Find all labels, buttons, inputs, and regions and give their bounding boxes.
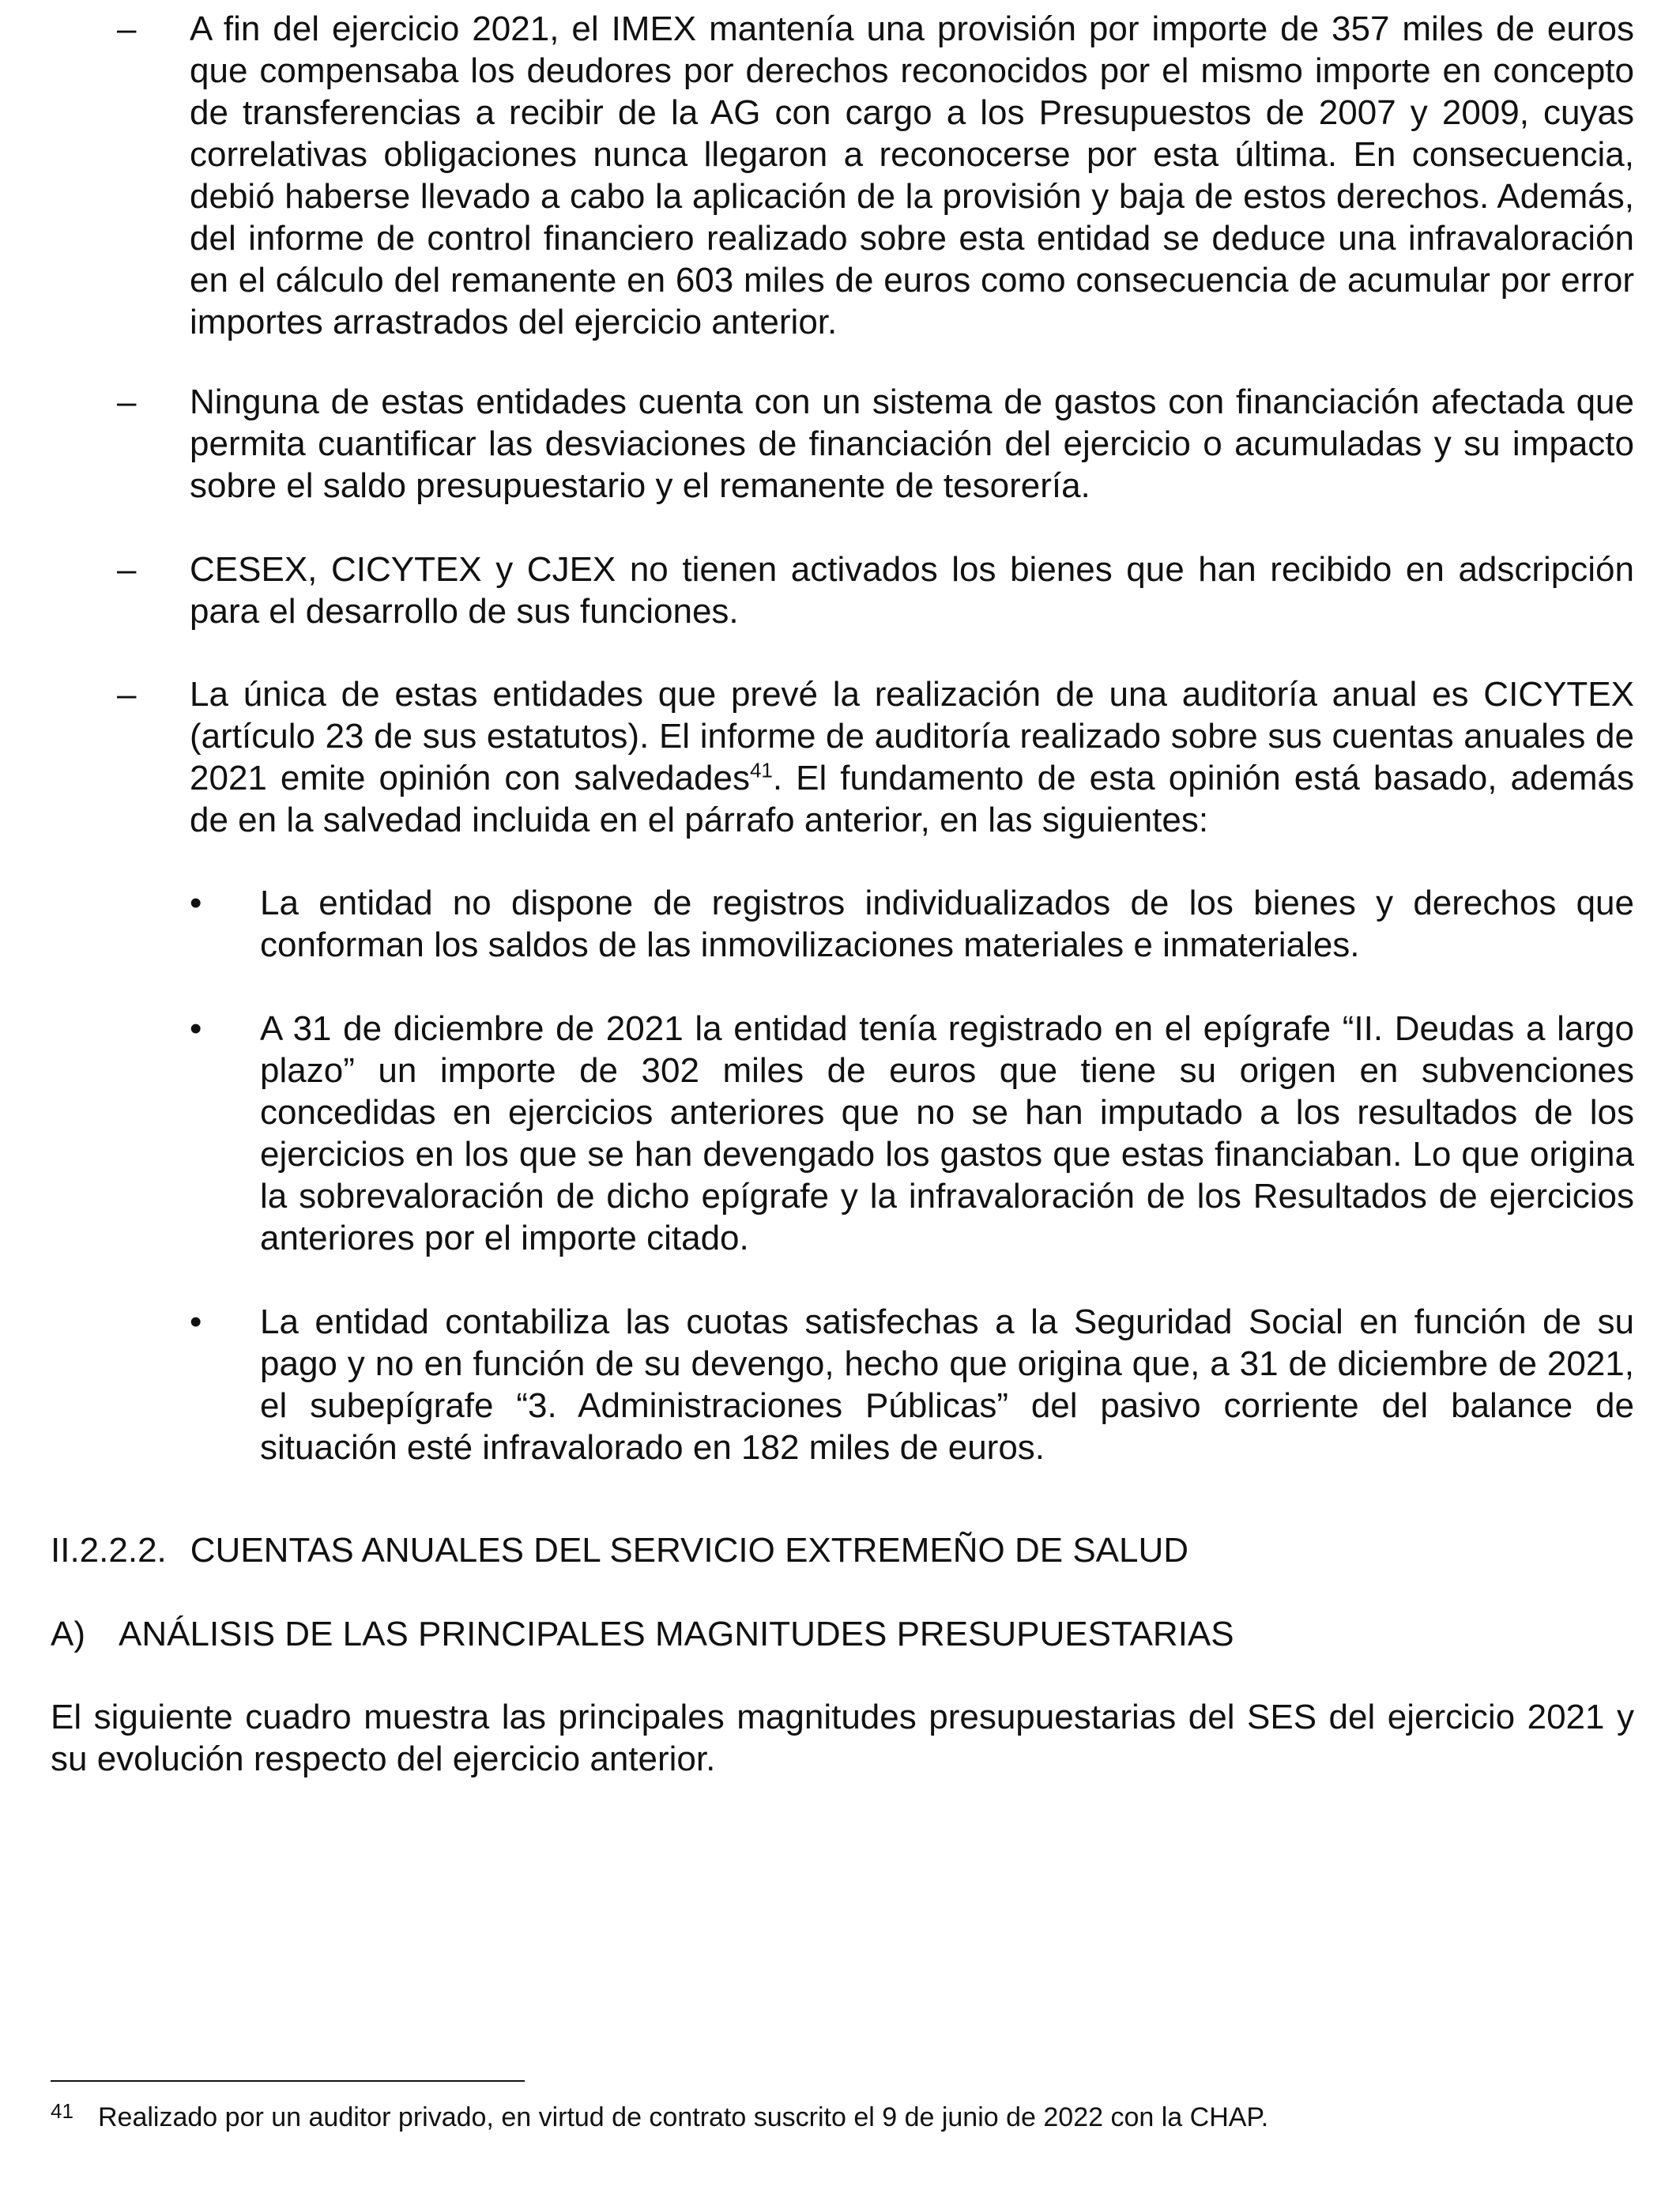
subsection-number: A)	[51, 1615, 85, 1653]
dash-marker: –	[117, 9, 137, 48]
intro-block	[51, 1696, 1634, 1780]
bullet-marker: •	[190, 884, 202, 922]
intro-paragraph: El siguiente cuadro muestra las principales magnitudes presupuestarias del SES del ejercicio 2021 y su evolución respecto del ejercicio anterior.	[51, 1698, 1634, 1778]
bullet-marker: •	[190, 1302, 202, 1341]
paragraph-auditoria-cicytex	[190, 673, 1634, 841]
paragraph-seguridad-social: La entidad contabiliza las cuotas satisfechas a la Seguridad Social en función de su pago y no en función de su devengo, hecho que origina que, a 31 de diciembre de 2021, el subepígrafe “3. Administraciones Públicas” del pasivo corriente del balance de situación esté infravalorado en 182 miles de euros.	[260, 1302, 1634, 1467]
dash-list-item-bienes-adscripcion	[49, 548, 1634, 632]
dash-list-item-financiacion	[49, 381, 1634, 507]
subsection-heading	[51, 1613, 1234, 1655]
paragraph-financiacion-afectada: Ninguna de estas entidades cuenta con un sistema de gastos con financiación afectada que permita cuantificar las desviaciones de financiación del ejercicio o acumuladas y su impacto sobre el saldo presupuestario y el remanente de tesorería.	[190, 383, 1634, 505]
dash-marker: –	[117, 675, 137, 714]
dash-list-item-auditoria	[49, 673, 1634, 841]
bullet-list-item-registros	[49, 882, 1634, 966]
bullet-marker: •	[190, 1009, 202, 1048]
paragraph-registros-individualizados: La entidad no dispone de registros individualizados de los bienes y derechos que conforman los saldos de las inmovilizaciones materiales e inmateriales.	[260, 884, 1634, 964]
section-title: CUENTAS ANUALES DEL SERVICIO EXTREMEÑO DE SALUD	[190, 1531, 1189, 1570]
auditoria-text-after: . El fundamento de esta opinión está basado, además de en la salvedad incluida en el párrafo anterior, en las siguientes:	[190, 759, 1634, 839]
auditoria-text-before: La única de estas entidades que prevé la realización de una auditoría anual es CICYTEX (artículo 23 de sus estatutos). El informe de auditoría realizado sobre sus cuentas anuales de 2021 emite opinión con salvedades	[190, 675, 1634, 797]
section-heading	[51, 1529, 1188, 1571]
footnote-divider	[51, 2080, 525, 2082]
paragraph-bienes-adscripcion: CESEX, CICYTEX y CJEX no tienen activados los bienes que han recibido en adscripción para el desarrollo de sus funciones.	[190, 550, 1634, 631]
footnote-number: 41	[51, 2099, 73, 2123]
paragraph-imex-provision: A fin del ejercicio 2021, el IMEX mantenía una provisión por importe de 357 miles de euros que compensaba los deudores por derechos reconocidos por el mismo importe en concepto de transferencias a recibir de la AG con cargo a los Presupuestos de 2007 y 2009, cuyas correlativas obligaciones nunca llegaron a reconocerse por esta última. En consecuencia, debió haberse llevado a cabo la aplicación de la provisión y baja de estos derechos. Además, del informe de control financiero realizado sobre esta entidad se deduce una infravaloración en el cálculo del remanente en 603 miles de euros como consecuencia de acumular por error importes arrastrados del ejercicio anterior.	[190, 9, 1634, 341]
bullet-list-item-seguridad-social	[49, 1301, 1634, 1468]
footnote-text: Realizado por un auditor privado, en virtud de contrato suscrito el 9 de junio de 2022 con la CHAP.	[98, 2102, 1269, 2132]
footnote-ref-41[interactable]: 41	[749, 758, 773, 782]
section-number: II.2.2.2.	[51, 1531, 167, 1570]
subsection-title: ANÁLISIS DE LAS PRINCIPALES MAGNITUDES PRESUPUESTARIAS	[119, 1615, 1234, 1653]
dash-marker: –	[117, 383, 137, 421]
paragraph-deudas-largo-plazo: A 31 de diciembre de 2021 la entidad tenía registrado en el epígrafe “II. Deudas a largo plazo” un importe de 302 miles de euros que tiene su origen en subvenciones concedidas en ejercicios anteriores que no se han imputado a los resultados de los ejercicios en los que se han devengado los gastos que estas financiaban. Lo que origina la sobrevaloración de dicho epígrafe y la infravaloración de los Resultados de ejercicios anteriores por el importe citado.	[260, 1009, 1634, 1257]
dash-list-item-imex	[49, 8, 1634, 343]
dash-marker: –	[117, 550, 137, 589]
bullet-list-item-deudas	[49, 1008, 1634, 1259]
